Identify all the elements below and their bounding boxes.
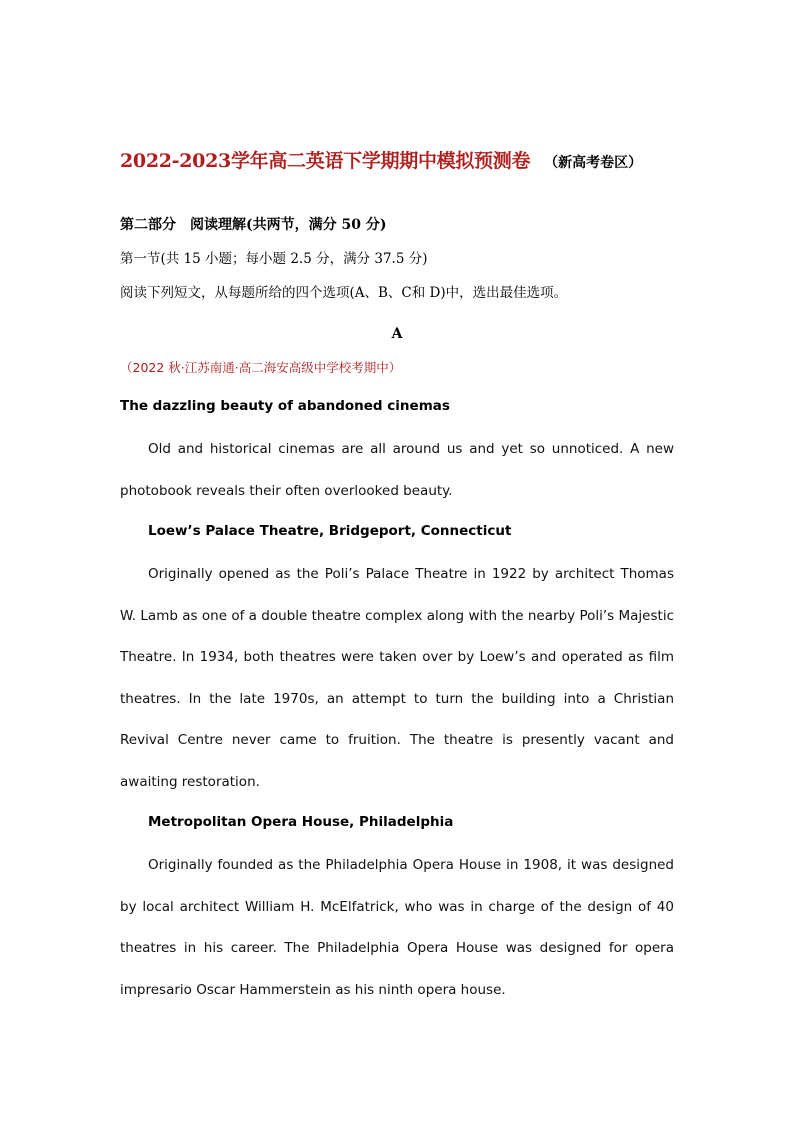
section-heading-loews: Loew’s Palace Theatre, Bridgeport, Connecticut <box>148 523 512 539</box>
document-header <box>120 146 680 173</box>
document-subtitle: （新高考卷区） <box>544 155 643 171</box>
document-title: 2022-2023学年高二英语下学期期中模拟预测卷 <box>120 150 531 172</box>
section-text-loews: Originally opened as the Poli’s Palace Theatre in 1922 by architect Thomas W. Lamb as one of a double theatre complex along with the nearby Poli’s Majestic Theatre. In 1934, both theatres were taken over by Loew’s and operated as film theatres. In the late 1970s, an attempt to turn the building into a Christian Revival Centre never came to fruition. The theatre is presently vacant and awaiting restoration. <box>120 566 674 790</box>
article-intro: Old and historical cinemas are all around us and yet so unnoticed. A new photobook reveals their often overlooked beauty. <box>120 441 674 499</box>
section-heading-metropolitan: Metropolitan Opera House, Philadelphia <box>148 814 454 830</box>
section-text-metropolitan: Originally founded as the Philadelphia Opera House in 1908, it was designed by local architect William H. McElfatrick, who was in charge of the design of 40 theatres in his career. The Philadelphia Opera House was designed for opera impresario Oscar Hammerstein as his ninth opera house. <box>120 857 674 998</box>
section-heading: 第二部分 阅读理解(共两节，满分 50 分) <box>120 217 387 233</box>
passage-source: （2022 秋·江苏南通·高二海安高级中学校考期中） <box>120 360 402 375</box>
article-title: The dazzling beauty of abandoned cinemas <box>120 398 450 414</box>
part-one-heading: 第一节(共 15 小题；每小题 2.5 分，满分 37.5 分) <box>120 251 428 267</box>
reading-instruction: 阅读下列短文，从每题所给的四个选项(A、B、C和 D)中，选出最佳选项。 <box>120 285 568 301</box>
passage-label: A <box>391 326 403 342</box>
